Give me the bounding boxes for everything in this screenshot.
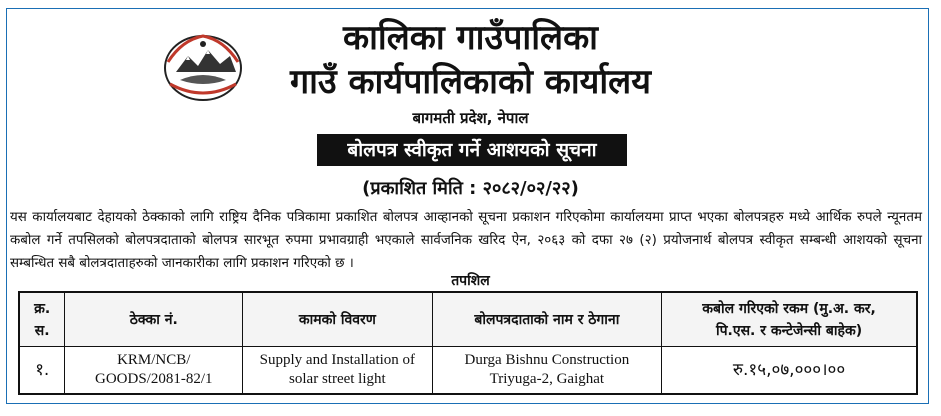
cell-amount: रु.१५,०७,०००।०० <box>662 347 917 394</box>
header-contract-no: ठेक्का नं. <box>65 292 243 347</box>
contract-table <box>18 291 918 395</box>
cell-work-description: Supply and Installation of solar street light <box>243 347 433 394</box>
header-serial: क्र. स. <box>19 292 65 347</box>
table-header-row <box>19 292 917 347</box>
cell-serial: १. <box>19 347 65 394</box>
cell-bidder: Durga Bishnu Construction Triyuga-2, Gaighat <box>432 347 661 394</box>
published-date: (प्रकाशित मिति : २०८२/०२/२२) <box>362 178 579 199</box>
province-line: बागमती प्रदेश, नेपाल <box>412 109 529 127</box>
municipality-title: कालिका गाउँपालिका <box>342 18 598 58</box>
header-bidder: बोलपत्रदाताको नाम र ठेगाना <box>432 292 661 347</box>
office-title: गाउँ कार्यपालिकाको कार्यालय <box>290 62 651 102</box>
schedule-heading: तपशिल <box>451 273 490 289</box>
notice-title: बोलपत्र स्वीकृत गर्ने आशयको सूचना <box>317 134 627 166</box>
cell-contract-no: KRM/NCB/ GOODS/2081-82/1 <box>65 347 243 394</box>
header-work-description: कामको विवरण <box>243 292 433 347</box>
header-amount: कबोल गरिएको रकम (मु.अ. कर, पि.एस. र कन्टेजेन्सी बाहेक) <box>662 292 917 347</box>
notice-body: यस कार्यालयबाट देहायको ठेक्काको लागि राष्ट्रिय दैनिक पत्रिकामा प्रकाशित बोलपत्र आव्हानको सूचना प्रकाशन गरिएकोमा कार्यालयमा प्राप्त भएका बोलपत्रहरु मध्ये आर्थिक रुपले न्यूनतम कबोल गर्ने तपसिलको बोलपत्रदाताको बोलपत्र सारभूत रुपमा प्रभावग्राही भएकाले सार्वजनिक खरिद ऐन, २०६३ को दफा २७ (२) प्रयोजनार्थ बोलपत्र स्वीकृत सम्बन्धी आशयको सूचना सम्बन्धित सबै बोलत्रदाताहरुको जानकारीका लागि प्रकाशन गरिएको छ । <box>10 210 922 271</box>
table-row <box>19 347 917 394</box>
